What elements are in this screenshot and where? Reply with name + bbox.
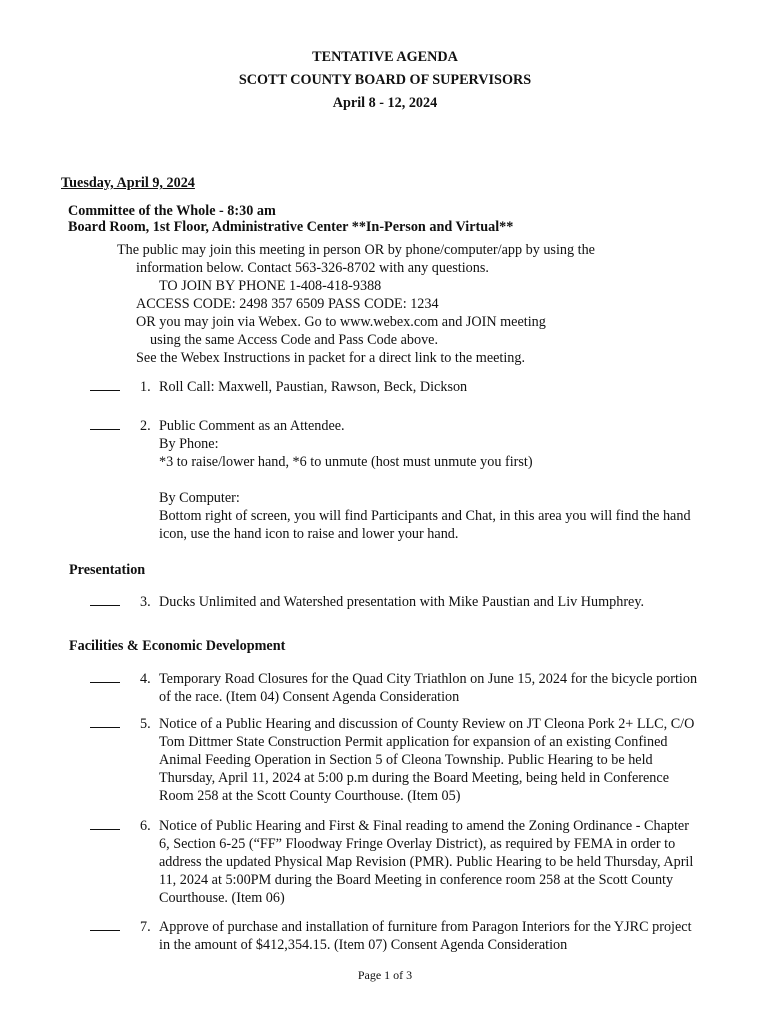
agenda-item (140, 670, 735, 706)
agenda-item (140, 715, 735, 805)
agenda-title: TENTATIVE AGENDA (312, 49, 458, 65)
item-text: address the updated Physical Map Revision (PMR). Public Hearing to be held Thursday, April (159, 854, 694, 870)
instructions-line: See the Webex Instructions in packet for a direct link to the meeting. (136, 350, 526, 366)
item-text: Notice of Public Hearing and First & Final reading to amend the Zoning Ordinance - Chapter (159, 818, 689, 834)
item-number: 7. (140, 919, 151, 935)
agenda-date-range: April 8 - 12, 2024 (332, 95, 438, 111)
checkoff-blank (90, 682, 120, 683)
board-name: SCOTT COUNTY BOARD OF SUPERVISORS (238, 72, 532, 88)
item-text: Public Comment as an Attendee. (159, 418, 345, 434)
day-heading: Tuesday, April 9, 2024 (61, 175, 195, 191)
item-text (159, 471, 735, 489)
item-text: Roll Call: Maxwell, Paustian, Rawson, Beck, Dickson (159, 379, 468, 395)
item-text: *3 to raise/lower hand, *6 to unmute (host must unmute you first) (159, 454, 533, 470)
section-heading-presentation: Presentation (69, 562, 146, 578)
item-number: 1. (140, 379, 151, 395)
item-text: Notice of a Public Hearing and discussion of County Review on JT Cleona Pork 2+ LLC, C/O (159, 716, 695, 732)
item-number: 3. (140, 594, 151, 610)
agenda-header (0, 46, 770, 115)
item-text: By Computer: (159, 490, 240, 506)
item-text: 11, 2024 at 5:00PM during the Board Meeting in conference room 258 at the Scott County (159, 872, 674, 888)
item-text: Animal Feeding Operation in Section 5 of Cleona Township. Public Hearing to be held (159, 752, 653, 768)
instructions-line: The public may join this meeting in person OR by phone/computer/app by using the (117, 242, 595, 258)
checkoff-blank (90, 727, 120, 728)
item-number: 4. (140, 671, 151, 687)
item-text: Bottom right of screen, you will find Participants and Chat, in this area you will find the hand (159, 508, 691, 524)
item-text: Temporary Road Closures for the Quad City Triathlon on June 15, 2024 for the bicycle portion (159, 671, 698, 687)
agenda-item (140, 593, 735, 611)
item-text: icon, use the hand icon to raise and lower your hand. (159, 526, 459, 542)
item-text: in the amount of $412,354.15. (Item 07) Consent Agenda Consideration (159, 937, 568, 953)
item-number: 5. (140, 716, 151, 732)
item-text: Courthouse. (Item 06) (159, 890, 285, 906)
section-heading-facilities: Facilities & Economic Development (69, 638, 286, 654)
item-number: 6. (140, 818, 151, 834)
checkoff-blank (90, 930, 120, 931)
agenda-item (140, 417, 735, 543)
item-text: of the race. (Item 04) Consent Agenda Consideration (159, 689, 460, 705)
phone-number-line: TO JOIN BY PHONE 1-408-418-9388 (159, 278, 382, 294)
item-text: Tom Dittmer State Construction Permit application for expansion of an existing Confined (159, 734, 668, 750)
meeting-title: Committee of the Whole - 8:30 am (68, 203, 276, 219)
item-text: 6, Section 6-25 (“FF” Floodway Fringe Overlay District), as required by FEMA in order to (159, 836, 676, 852)
page-number: Page 1 of 3 (357, 968, 413, 982)
instructions-line: using the same Access Code and Pass Code above. (150, 332, 439, 348)
agenda-item (140, 918, 735, 954)
checkoff-blank (90, 429, 120, 430)
meeting-instructions (117, 241, 737, 367)
instructions-line: information below. Contact 563-326-8702 with any questions. (136, 260, 489, 276)
checkoff-blank (90, 605, 120, 606)
item-text: Approve of purchase and installation of furniture from Paragon Interiors for the YJRC project (159, 919, 692, 935)
agenda-item (140, 817, 735, 907)
checkoff-blank (90, 829, 120, 830)
meeting-location: Board Room, 1st Floor, Administrative Center **In-Person and Virtual** (68, 219, 514, 235)
access-code-line: ACCESS CODE: 2498 357 6509 PASS CODE: 1234 (136, 296, 439, 312)
item-text: Thursday, April 11, 2024 at 5:00 p.m during the Board Meeting, being held in Conference (159, 770, 669, 786)
item-text: Room 258 at the Scott County Courthouse. (Item 05) (159, 788, 461, 804)
checkoff-blank (90, 390, 120, 391)
agenda-item (140, 378, 735, 396)
item-text: Ducks Unlimited and Watershed presentation with Mike Paustian and Liv Humphrey. (159, 594, 645, 610)
item-number: 2. (140, 418, 151, 434)
webex-line: OR you may join via Webex. Go to www.webex.com and JOIN meeting (136, 314, 546, 330)
item-text: By Phone: (159, 436, 219, 452)
